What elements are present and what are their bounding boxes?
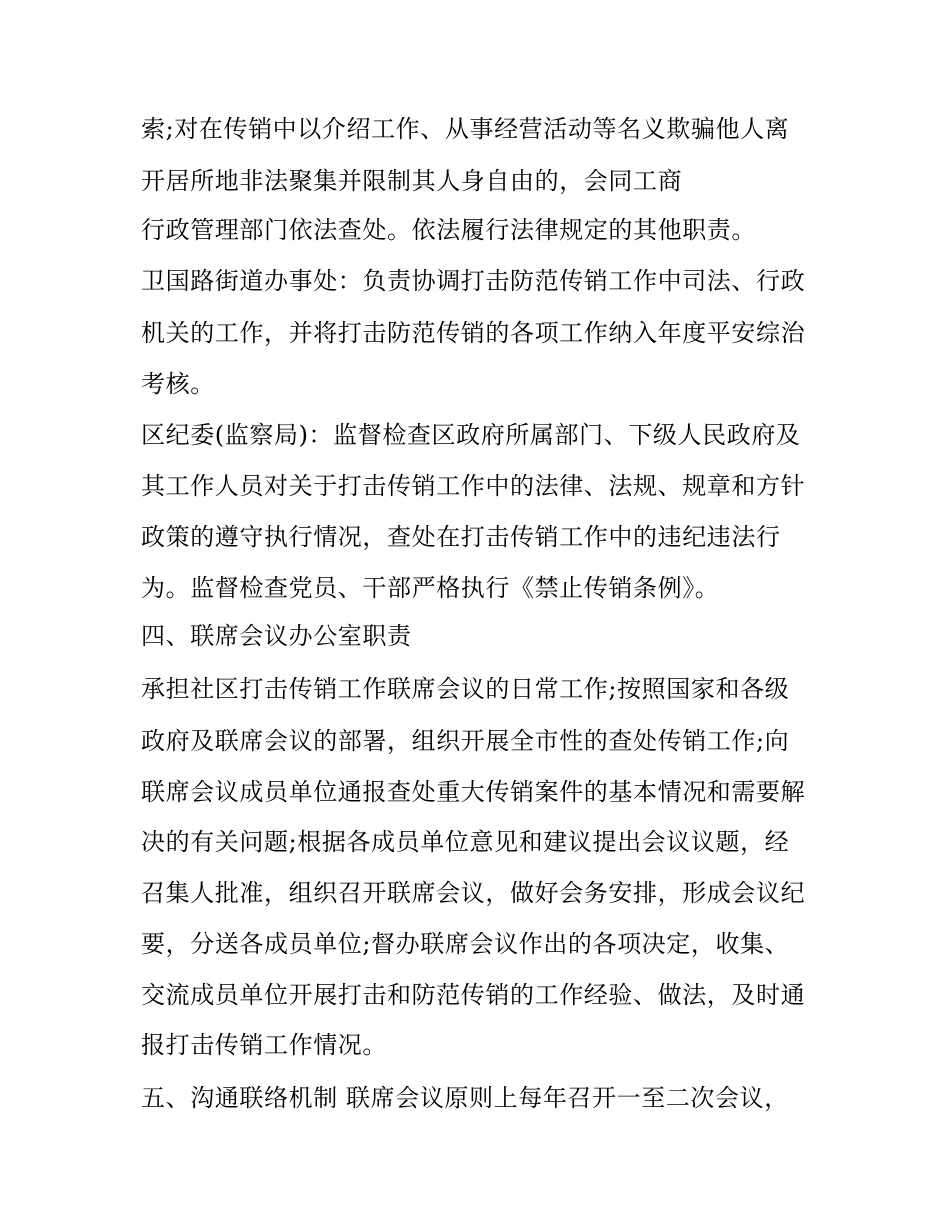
section-heading: 五、沟通联络机制 联席会议原则上每年召开一至二次会议， [141, 1084, 789, 1112]
text-line: 承担社区打击传销工作联席会议的日常工作;按照国家和各级 [141, 675, 790, 703]
text-line: 机关的工作，并将打击防范传销的各项工作纳入年度平安综治 [141, 319, 806, 347]
section-heading: 四、联席会议办公室职责 [141, 622, 412, 650]
text-line: 考核。 [141, 370, 215, 398]
text-line: 要，分送各成员单位;督办联席会议作出的各项决定，收集、 [141, 930, 790, 958]
text-line: 区纪委(监察局)：监督检查区政府所属部门、下级人民政府及 [141, 421, 801, 449]
text-line: 其工作人员对关于打击传销工作中的法律、法规、规章和方针 [141, 472, 806, 500]
text-line: 报打击传销工作情况。 [141, 1031, 387, 1059]
text-line: 决的有关问题;根据各成员单位意见和建议提出会议议题，经 [141, 828, 790, 856]
text-line: 开居所地非法聚集并限制其人身自由的，会同工商 [141, 167, 683, 195]
text-line: 联席会议成员单位通报查处重大传销案件的基本情况和需要解 [141, 778, 806, 806]
text-line: 为。监督检查党员、干部严格执行《禁止传销条例》。 [141, 574, 720, 602]
text-line: 交流成员单位开展打击和防范传销的工作经验、做法，及时通 [141, 981, 806, 1009]
text-line: 卫国路街道办事处：负责协调打击防范传销工作中司法、行政 [141, 267, 806, 295]
text-line: 行政管理部门依法查处。依法履行法律规定的其他职责。 [141, 216, 756, 244]
text-line: 政策的遵守执行情况，查处在打击传销工作中的违纪违法行 [141, 523, 781, 551]
text-line: 索;对在传销中以介绍工作、从事经营活动等名义欺骗他人离 [141, 115, 790, 143]
text-line: 召集人批准，组织召开联席会议，做好会务安排，形成会议纪 [141, 879, 806, 907]
text-line: 政府及联席会议的部署，组织开展全市性的查处传销工作;向 [141, 727, 790, 755]
